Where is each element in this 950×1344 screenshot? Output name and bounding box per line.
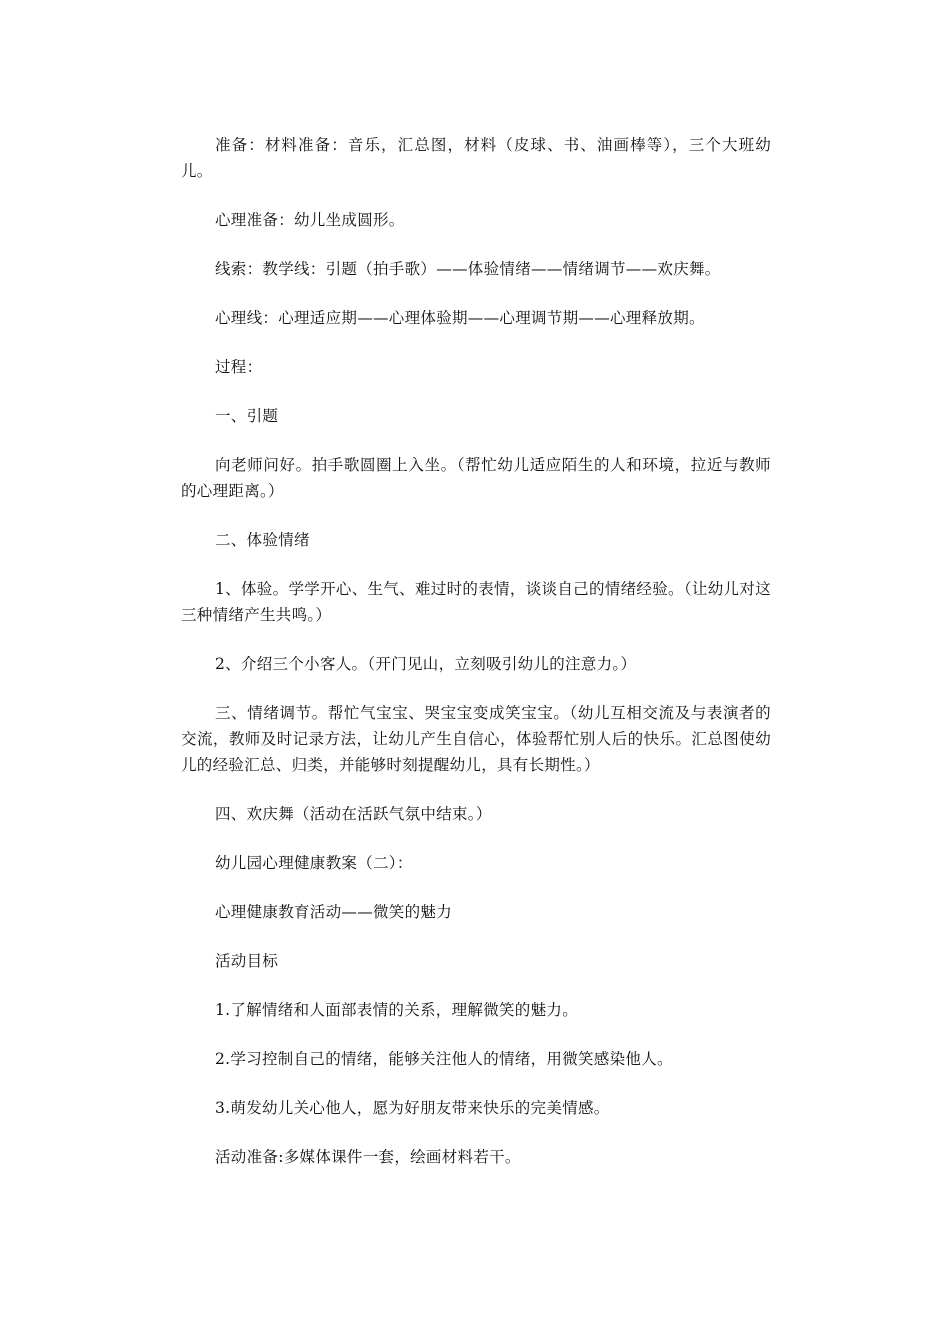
paragraph: 线索：教学线：引题（拍手歌）——体验情绪——情绪调节——欢庆舞。 bbox=[215, 260, 721, 278]
paragraph: 四、欢庆舞（活动在活跃气氛中结束。） bbox=[215, 805, 492, 823]
document-body bbox=[181, 132, 771, 1193]
paragraph: 过程： bbox=[215, 358, 263, 376]
paragraph: 准备：材料准备：音乐，汇总图，材料（皮球、书、油画棒等），三个大班幼儿。 bbox=[181, 136, 771, 180]
paragraph: 心理线：心理适应期——心理体验期——心理调节期——心理释放期。 bbox=[215, 309, 705, 327]
section-heading: 活动目标 bbox=[215, 952, 279, 970]
paragraph: 活动准备:多媒体课件一套，绘画材料若干。 bbox=[215, 1148, 521, 1166]
section-title: 幼儿园心理健康教案（二）： bbox=[215, 854, 413, 872]
list-item: 3.萌发幼儿关心他人，愿为好朋友带来快乐的完美情感。 bbox=[215, 1099, 610, 1117]
paragraph: 2、介绍三个小客人。（开门见山，立刻吸引幼儿的注意力。） bbox=[215, 655, 637, 673]
activity-title: 心理健康教育活动——微笑的魅力 bbox=[215, 903, 453, 921]
list-item: 1.了解情绪和人面部表情的关系，理解微笑的魅力。 bbox=[215, 1001, 578, 1019]
section-heading: 一、引题 bbox=[215, 407, 279, 425]
paragraph: 三、情绪调节。帮忙气宝宝、哭宝宝变成笑宝宝。（幼儿互相交流及与表演者的交流，教师及时记录方法，让幼儿产生自信心，体验帮忙别人后的快乐。汇总图使幼儿的经验汇总、归类，并能够时刻提醒幼儿，具有长期性。） bbox=[181, 704, 771, 774]
section-heading: 二、体验情绪 bbox=[215, 531, 310, 549]
paragraph: 1、体验。学学开心、生气、难过时的表情，谈谈自己的情绪经验。（让幼儿对这三种情绪产生共鸣。） bbox=[181, 580, 771, 624]
list-item: 2.学习控制自己的情绪，能够关注他人的情绪，用微笑感染他人。 bbox=[215, 1050, 673, 1068]
paragraph: 向老师问好。拍手歌圆圈上入坐。（帮忙幼儿适应陌生的人和环境，拉近与教师的心理距离。） bbox=[181, 456, 771, 500]
paragraph: 心理准备：幼儿坐成圆形。 bbox=[215, 211, 405, 229]
